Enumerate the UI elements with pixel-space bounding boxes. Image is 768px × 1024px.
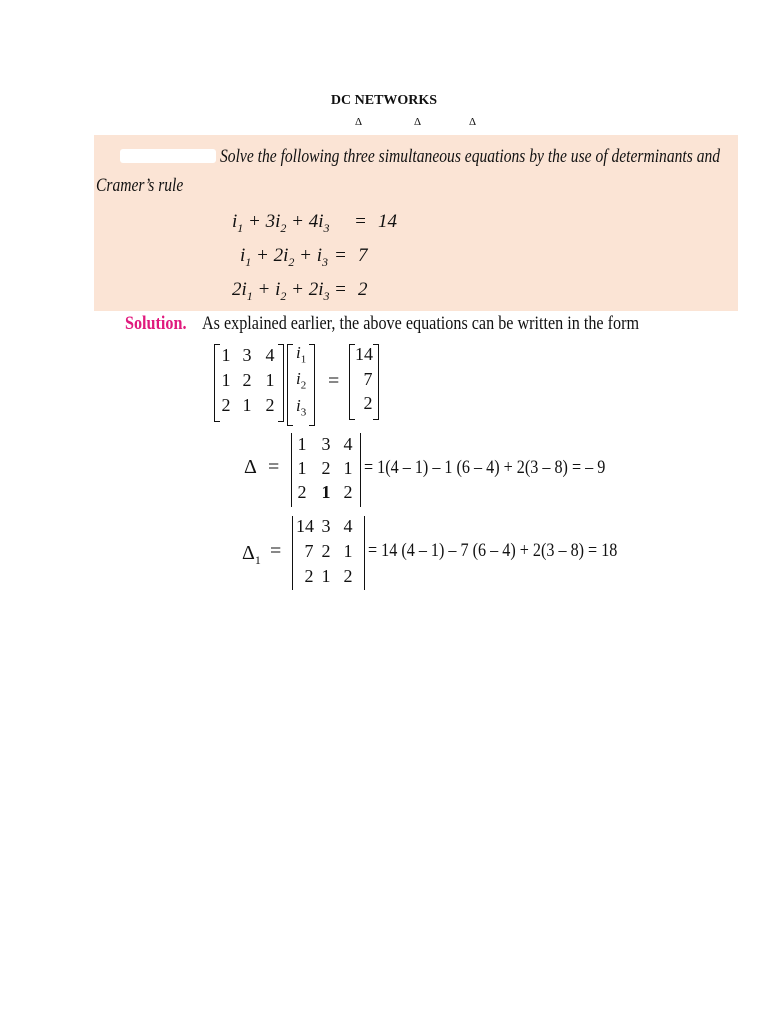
problem-text-line1: Solve the following three simultaneous equations by the use of determinants and xyxy=(220,146,721,167)
vector-cell: 2 xyxy=(363,393,373,413)
matrix-cell: 2 xyxy=(265,395,275,415)
matrix-cell: 1 xyxy=(221,370,231,390)
equation-2-lhs: $i_1 + 2i_2 + i_3$ xyxy=(240,245,328,269)
matrix-cell: 1 xyxy=(221,345,231,365)
equation-2-rhs: 7 xyxy=(358,245,368,266)
page-title: DC NETWORKS xyxy=(330,93,438,108)
delta-marks xyxy=(0,116,768,130)
delta-mark: Δ xyxy=(414,116,422,128)
equals-sign: = xyxy=(328,370,340,392)
matrix-cell: 4 xyxy=(343,434,353,454)
redacted-label xyxy=(120,149,216,163)
matrix-cell: 2 xyxy=(221,395,231,415)
determinant-bar xyxy=(360,433,361,507)
delta1-symbol: $\Delta_1$ xyxy=(242,542,261,567)
matrix-cell: 1 xyxy=(297,434,307,454)
right-bracket xyxy=(278,344,284,422)
left-bracket xyxy=(287,344,293,426)
matrix-cell: 2 xyxy=(343,566,353,586)
matrix-cell: 2 xyxy=(242,370,252,390)
matrix-cell: 2 xyxy=(321,458,331,478)
variable: $i_2$ xyxy=(296,369,307,392)
equation-3-equals: = xyxy=(334,279,347,300)
matrix-cell: 3 xyxy=(321,516,331,536)
matrix-cell: 4 xyxy=(265,345,275,365)
matrix-cell: 1 xyxy=(321,566,331,586)
matrix-cell: 3 xyxy=(242,345,252,365)
matrix-cell: 2 xyxy=(343,482,353,502)
solution-label: Solution. xyxy=(125,313,187,334)
right-bracket xyxy=(309,344,315,426)
delta-mark: Δ xyxy=(469,116,477,128)
equation-1-equals: = xyxy=(354,211,367,232)
delta-mark: Δ xyxy=(355,116,363,128)
equation-1-lhs: $i_1 + 3i_2 + 4i_3$ xyxy=(232,211,330,235)
matrix-cell: 2 xyxy=(297,482,307,502)
variable: $i_3$ xyxy=(296,396,307,419)
determinant-bar xyxy=(364,516,365,590)
delta-symbol: Δ xyxy=(244,456,257,478)
matrix-cell: 1 xyxy=(265,370,275,390)
example-box xyxy=(94,135,738,311)
matrix-cell: 1 xyxy=(343,541,353,561)
matrix-cell: 14 xyxy=(296,516,314,536)
variable: $i_1$ xyxy=(296,343,307,366)
delta1-expansion: = 14 (4 – 1) – 7 (6 – 4) + 2(3 – 8) = 18 xyxy=(368,540,618,561)
equals-sign: = xyxy=(270,540,282,562)
vector-cell: 14 xyxy=(355,344,373,364)
vector-cell: 7 xyxy=(363,369,373,389)
equation-2-equals: = xyxy=(334,245,347,266)
matrix-cell: 2 xyxy=(321,541,331,561)
equation-3-lhs: $2i_1 + i_2 + 2i_3$ xyxy=(232,279,330,303)
matrix-cell: 3 xyxy=(321,434,331,454)
matrix-cell: 1 xyxy=(242,395,252,415)
solution-text: As explained earlier, the above equations can be written in the form xyxy=(202,313,640,334)
matrix-cell: 7 xyxy=(304,541,314,561)
problem-text-line2: Cramer’s rule xyxy=(96,175,184,196)
matrix-cell: 4 xyxy=(343,516,353,536)
determinant-bar xyxy=(291,433,292,507)
equals-sign: = xyxy=(268,456,280,478)
equation-3-rhs: 2 xyxy=(358,279,368,300)
matrix-cell: 1 xyxy=(297,458,307,478)
matrix-cell: 2 xyxy=(304,566,314,586)
right-bracket xyxy=(373,344,379,420)
matrix-cell: 1 xyxy=(343,458,353,478)
equation-1-rhs: 14 xyxy=(378,211,397,232)
matrix-cell: 1 xyxy=(321,482,331,502)
delta-expansion: = 1(4 – 1) – 1 (6 – 4) + 2(3 – 8) = – 9 xyxy=(364,457,606,478)
